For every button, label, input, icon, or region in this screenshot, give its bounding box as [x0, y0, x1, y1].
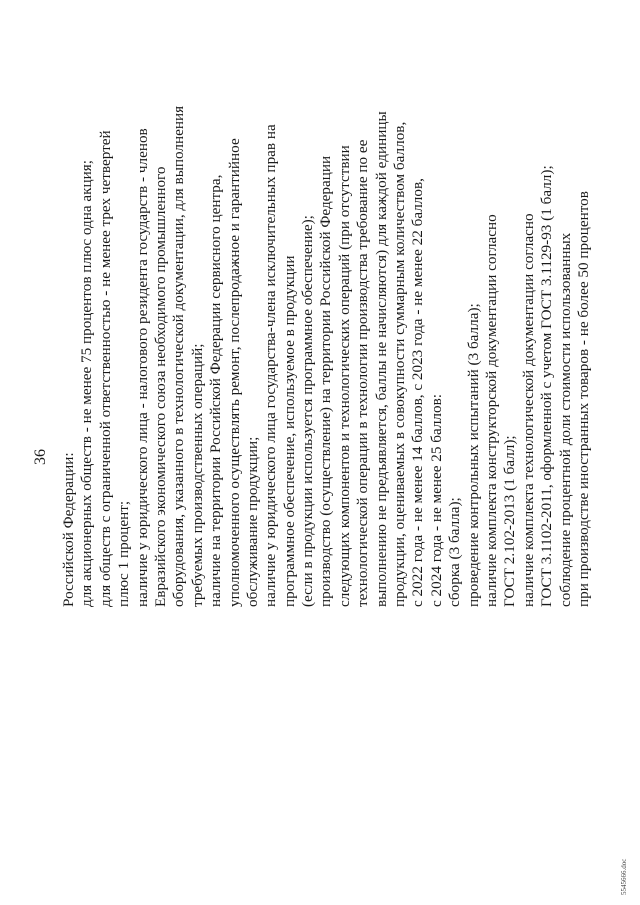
- text-line: наличие комплекта технологической документации согласно: [519, 213, 537, 607]
- text-line: производство (осуществление) на территории Российской Федерации: [317, 155, 335, 607]
- text-line: с 2022 года - не менее 14 баллов, с 2023 года - не менее 22 баллов,: [409, 178, 427, 607]
- text-line: наличие у юридического лица государства-члена исключительных прав на: [262, 124, 280, 607]
- text-line: технологической операции в технологии производства требование по ее: [354, 139, 372, 607]
- page-number: 36: [32, 449, 49, 465]
- text-line: наличие у юридического лица - налогового резидента государств - членов: [133, 128, 151, 607]
- text-line: для обществ с ограниченной ответственностью - не менее трех четвертей: [96, 130, 114, 607]
- text-line: при производстве иностранных товаров - не более 50 процентов: [574, 191, 592, 607]
- text-line: уполномоченного осуществлять ремонт, послепродажное и гарантийное: [225, 138, 243, 607]
- text-line: продукции, оцениваемых в совокупности суммарным количеством баллов,: [391, 121, 409, 607]
- body-text: [60, 27, 593, 607]
- document-filename: 5545666.doc: [620, 858, 628, 895]
- text-line: (если в продукции используется программное обеспечение);: [299, 215, 317, 607]
- text-line: выполнению не предъявляется, баллы не начисляются) для каждой единицы: [372, 111, 390, 607]
- text-line: следующих компонентов и технологических операций (при отсутствии: [335, 145, 353, 607]
- text-line: соблюдение процентной доли стоимости использованных: [556, 232, 574, 607]
- text-line: наличие на территории Российской Федерации сервисного центра,: [207, 174, 225, 607]
- text-line: ГОСТ 3.1102-2011, оформленной с учетом ГОСТ 3.1129-93 (1 балл);: [538, 165, 556, 607]
- text-line: Евразийского экономического союза необходимого промышленного: [151, 166, 169, 607]
- text-line: ГОСТ 2.102-2013 (1 балл);: [501, 435, 519, 607]
- text-line: наличие комплекта конструкторской документации согласно: [482, 214, 500, 607]
- text-line: сборка (3 балла);: [446, 497, 464, 607]
- text-line: оборудования, указанного в технологической документации, для выполнения: [170, 105, 188, 607]
- text-line: с 2024 года - не менее 25 баллов:: [427, 394, 445, 607]
- text-line: плюс 1 процент;: [115, 500, 133, 607]
- text-line: для акционерных обществ - не менее 75 процентов плюс одна акция;: [78, 159, 96, 607]
- text-line: Российской Федерации:: [60, 452, 77, 607]
- text-line: программное обеспечение, используемое в продукции: [280, 255, 298, 607]
- text-line: проведение контрольных испытаний (3 балла);: [464, 303, 482, 607]
- text-line: обслуживание продукции;: [243, 436, 261, 607]
- text-line: требуемых производственных операций;: [188, 343, 206, 607]
